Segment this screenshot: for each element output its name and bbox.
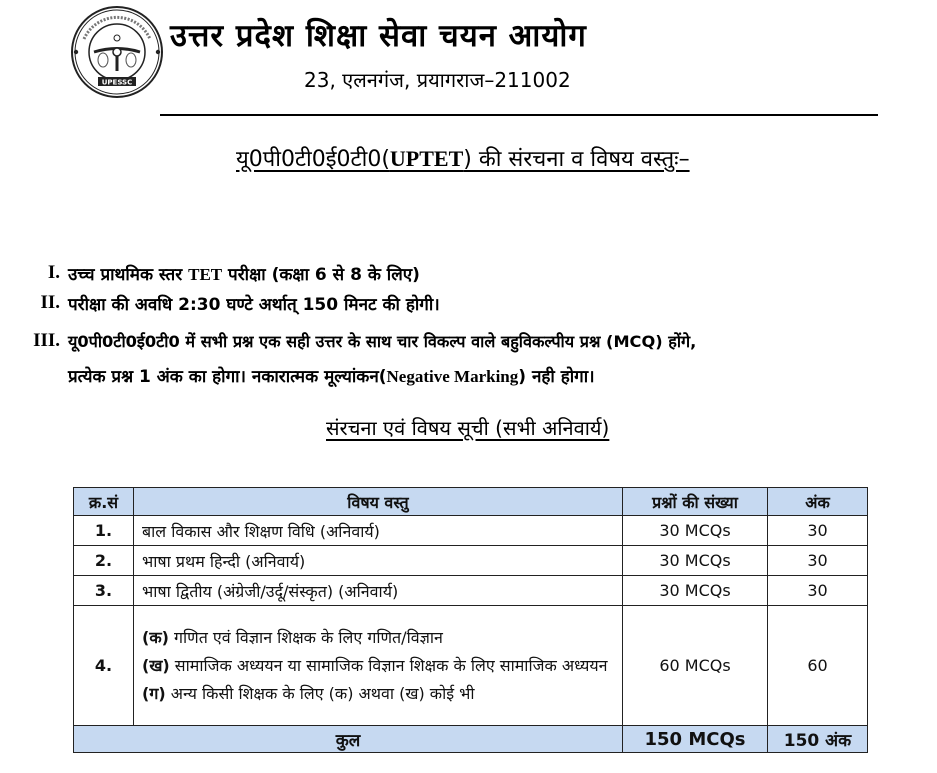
serial-number: 1. bbox=[74, 516, 134, 546]
question-count: 60 MCQs bbox=[623, 606, 768, 726]
question-count: 30 MCQs bbox=[623, 576, 768, 606]
table-header-row bbox=[74, 488, 868, 516]
subject: भाषा प्रथम हिन्दी (अनिवार्य) bbox=[134, 546, 623, 576]
point-text-negative-marking: Negative Marking bbox=[386, 367, 519, 386]
subject-option bbox=[142, 624, 614, 652]
option-label: (ख) bbox=[142, 655, 170, 675]
title-prefix: यू0पी0टी0ई0टी0( bbox=[236, 147, 390, 172]
organization-name: उत्तर प्रदेश शिक्षा सेवा चयन आयोग bbox=[170, 18, 587, 54]
option-text: अन्य किसी शिक्षक के लिए (क) अथवा (ख) कोई भी bbox=[165, 683, 475, 703]
point-text: यू0पी0टी0ई0टी0 में सभी प्रश्न एक सही उत्तर के साथ चार विकल्प वाले बहुविकल्पीय प्रश्न (MCQ) होंगे, bbox=[68, 332, 697, 351]
total-questions: 150 MCQs bbox=[623, 726, 768, 753]
header-marks: अंक bbox=[768, 488, 868, 516]
point-text bbox=[68, 262, 420, 285]
point-text-tet: TET bbox=[188, 265, 223, 284]
marks: 30 bbox=[768, 546, 868, 576]
serial-number: 3. bbox=[74, 576, 134, 606]
option-text: गणित एवं विज्ञान शिक्षक के लिए गणित/विज्ञान bbox=[168, 627, 443, 647]
subject: भाषा द्वितीय (अंग्रेजी/उर्दू/संस्कृत) (अनिवार्य) bbox=[134, 576, 623, 606]
serial-number: 4. bbox=[74, 606, 134, 726]
subject: बाल विकास और शिक्षण विधि (अनिवार्य) bbox=[134, 516, 623, 546]
point-number: III. bbox=[33, 330, 60, 351]
table-row bbox=[74, 516, 868, 546]
header-subject: विषय वस्तु bbox=[134, 488, 623, 516]
question-count: 30 MCQs bbox=[623, 516, 768, 546]
question-count: 30 MCQs bbox=[623, 546, 768, 576]
option-text: सामाजिक अध्ययन या सामाजिक विज्ञान शिक्षक के लिए सामाजिक अध्ययन bbox=[169, 655, 608, 675]
point-text: परीक्षा की अवधि 2:30 घण्टे अर्थात् 150 मिनट की होगी। bbox=[68, 295, 440, 315]
point-number: I. bbox=[47, 262, 60, 283]
document-title bbox=[236, 143, 690, 173]
total-row bbox=[74, 726, 868, 753]
point-number: II. bbox=[40, 292, 60, 313]
marks: 60 bbox=[768, 606, 868, 726]
total-label: कुल bbox=[74, 726, 623, 753]
header-question-count: प्रश्नों की संख्या bbox=[623, 488, 768, 516]
title-uptet: UPTET bbox=[389, 146, 464, 171]
header-serial-number: क्र.सं bbox=[74, 488, 134, 516]
point-text-part: उच्च प्राथमिक स्तर bbox=[68, 265, 189, 285]
key-point-continuation bbox=[68, 364, 595, 387]
point-text-part: ) नही होगा। bbox=[518, 367, 595, 387]
header-divider bbox=[160, 114, 878, 116]
organization-address: 23, एलनगंज, प्रयागराज–211002 bbox=[304, 68, 571, 92]
title-suffix: ) की संरचना व विषय वस्तुः– bbox=[463, 147, 690, 172]
point-text-part: परीक्षा (कक्षा 6 से 8 के लिए) bbox=[222, 265, 420, 285]
point-text-part: प्रत्येक प्रश्न 1 अंक का होगा। नकारात्मक मूल्यांकन( bbox=[68, 367, 387, 387]
option-label: (क) bbox=[142, 627, 169, 647]
table-row bbox=[74, 606, 868, 726]
section-title: संरचना एवं विषय सूची (सभी अनिवार्य) bbox=[326, 416, 610, 440]
marks: 30 bbox=[768, 576, 868, 606]
table-row bbox=[74, 546, 868, 576]
subject-option bbox=[142, 652, 614, 680]
upessc-logo bbox=[70, 5, 164, 99]
syllabus-table bbox=[73, 487, 868, 753]
total-marks: 150 अंक bbox=[768, 726, 868, 753]
serial-number: 2. bbox=[74, 546, 134, 576]
subject-option bbox=[142, 680, 614, 708]
option-label: (ग) bbox=[142, 683, 166, 703]
marks: 30 bbox=[768, 516, 868, 546]
subject-options bbox=[134, 606, 623, 726]
svg-text:UPESSC: UPESSC bbox=[101, 78, 133, 87]
table-row bbox=[74, 576, 868, 606]
